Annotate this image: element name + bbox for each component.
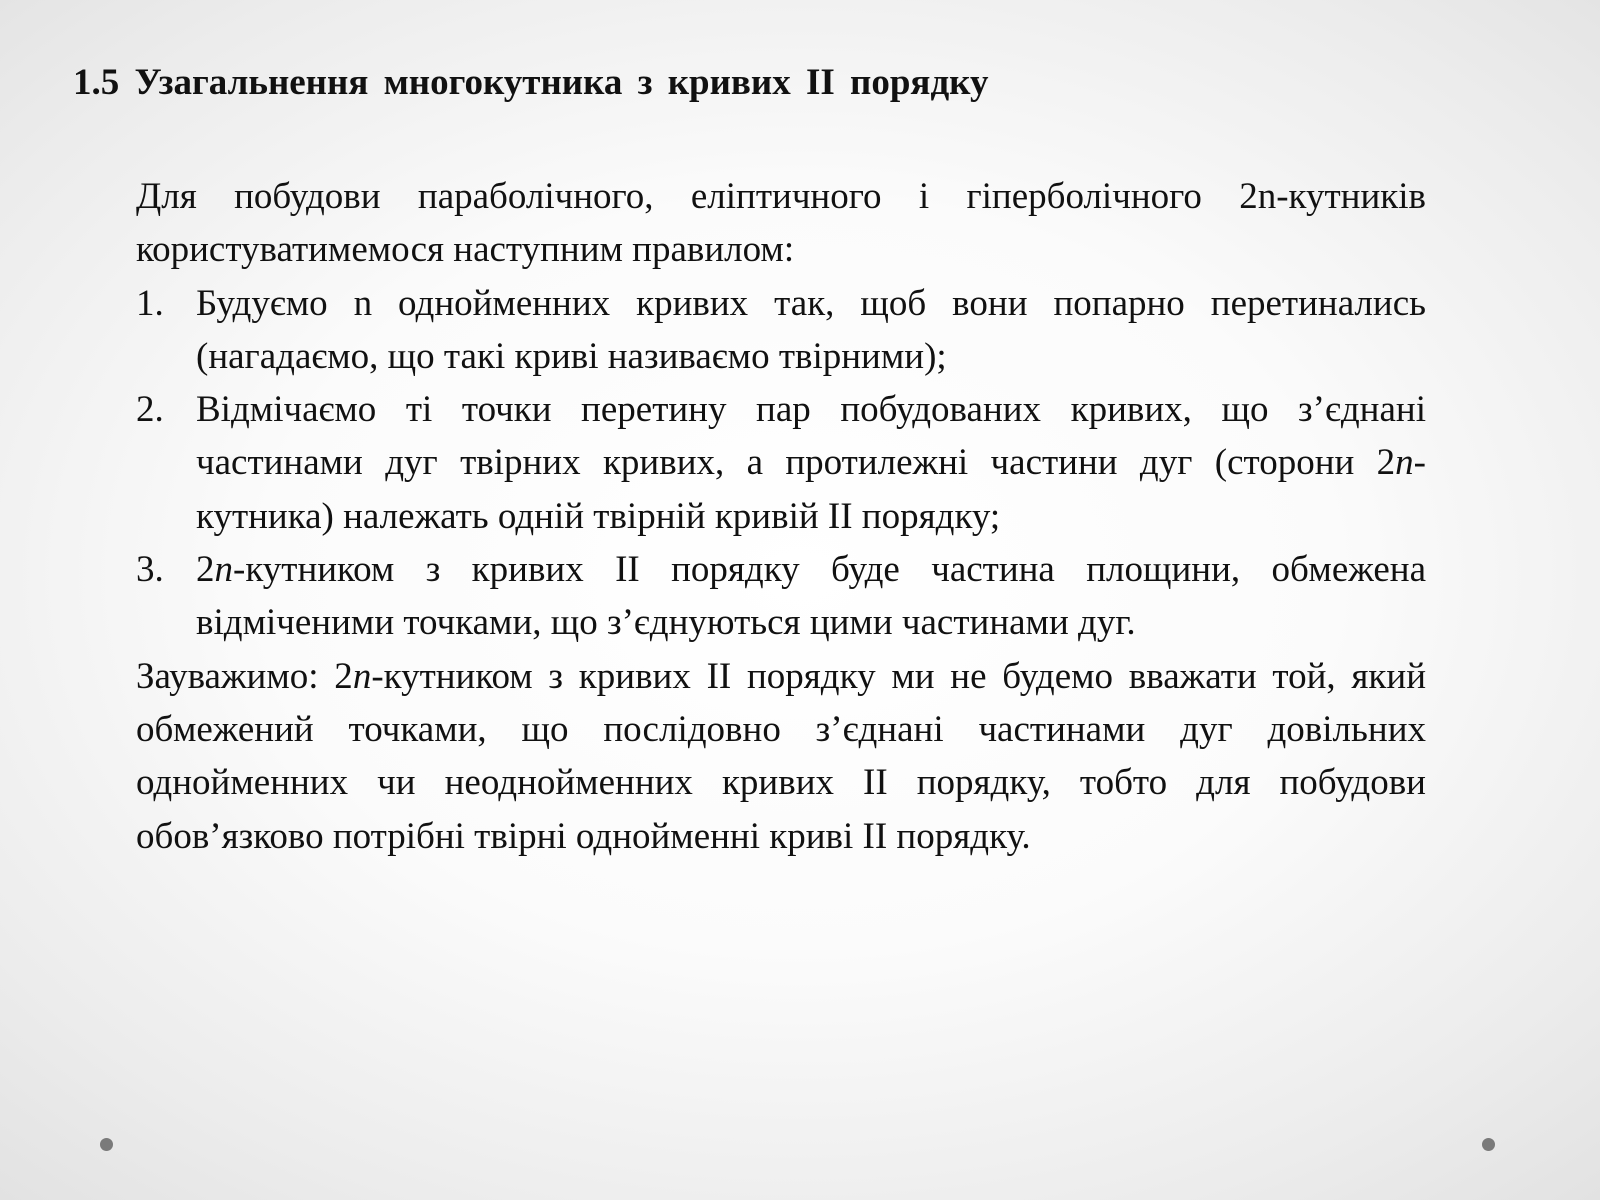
list-item-number: 2. — [136, 389, 164, 431]
slide-title: 1.5 Узагальнення многокутника з кривих II порядку — [73, 62, 989, 103]
list-item — [136, 383, 1426, 543]
list-item-number: 1. — [136, 282, 164, 324]
variable-n: n — [1395, 442, 1414, 484]
list-item-number: 3. — [136, 549, 164, 591]
bullet-dot-left-icon — [100, 1138, 113, 1151]
list-item-text-cont: -кутника) належать одній твірній кривій II порядку; — [196, 442, 1426, 537]
list-item-text: Будуємо n однойменних кривих так, щоб вони попарно перетинались (нагадаємо, що такі криві називаємо твірними); — [196, 282, 1426, 377]
list-item-text: 2 — [196, 549, 215, 591]
intro-paragraph: Для побудови параболічного, еліптичного і гіперболічного 2n-кутників користуватимемося наступним правилом: — [136, 176, 1426, 271]
list-item-text: Відмічаємо ті точки перетину пар побудованих кривих, що з’єднані частинами дуг твірних кривих, а протилежні частини дуг (сторони 2 — [196, 389, 1426, 484]
slide-content — [136, 170, 1426, 863]
note-text-cont: -кутником з кривих II порядку ми не будемо вважати той, який обмежений точками, що послідовно з’єднані частинами дуг довільних однойменних чи неоднойменних кривих II порядку, тобто для побудови обов’язково потрібні твірні однойменні криві II порядку. — [136, 655, 1426, 857]
note-text: Зауважимо: 2 — [136, 655, 353, 697]
note-paragraph — [136, 650, 1426, 863]
bullet-dot-right-icon — [1482, 1138, 1495, 1151]
list-item — [136, 277, 1426, 384]
list-item — [136, 543, 1426, 650]
list-item-text-cont: -кутником з кривих II порядку буде частина площини, обмежена відміченими точками, що з’єднуються цими частинами дуг. — [196, 549, 1426, 644]
variable-n: n — [214, 549, 233, 591]
steps-list — [136, 277, 1426, 650]
variable-n: n — [352, 655, 372, 697]
